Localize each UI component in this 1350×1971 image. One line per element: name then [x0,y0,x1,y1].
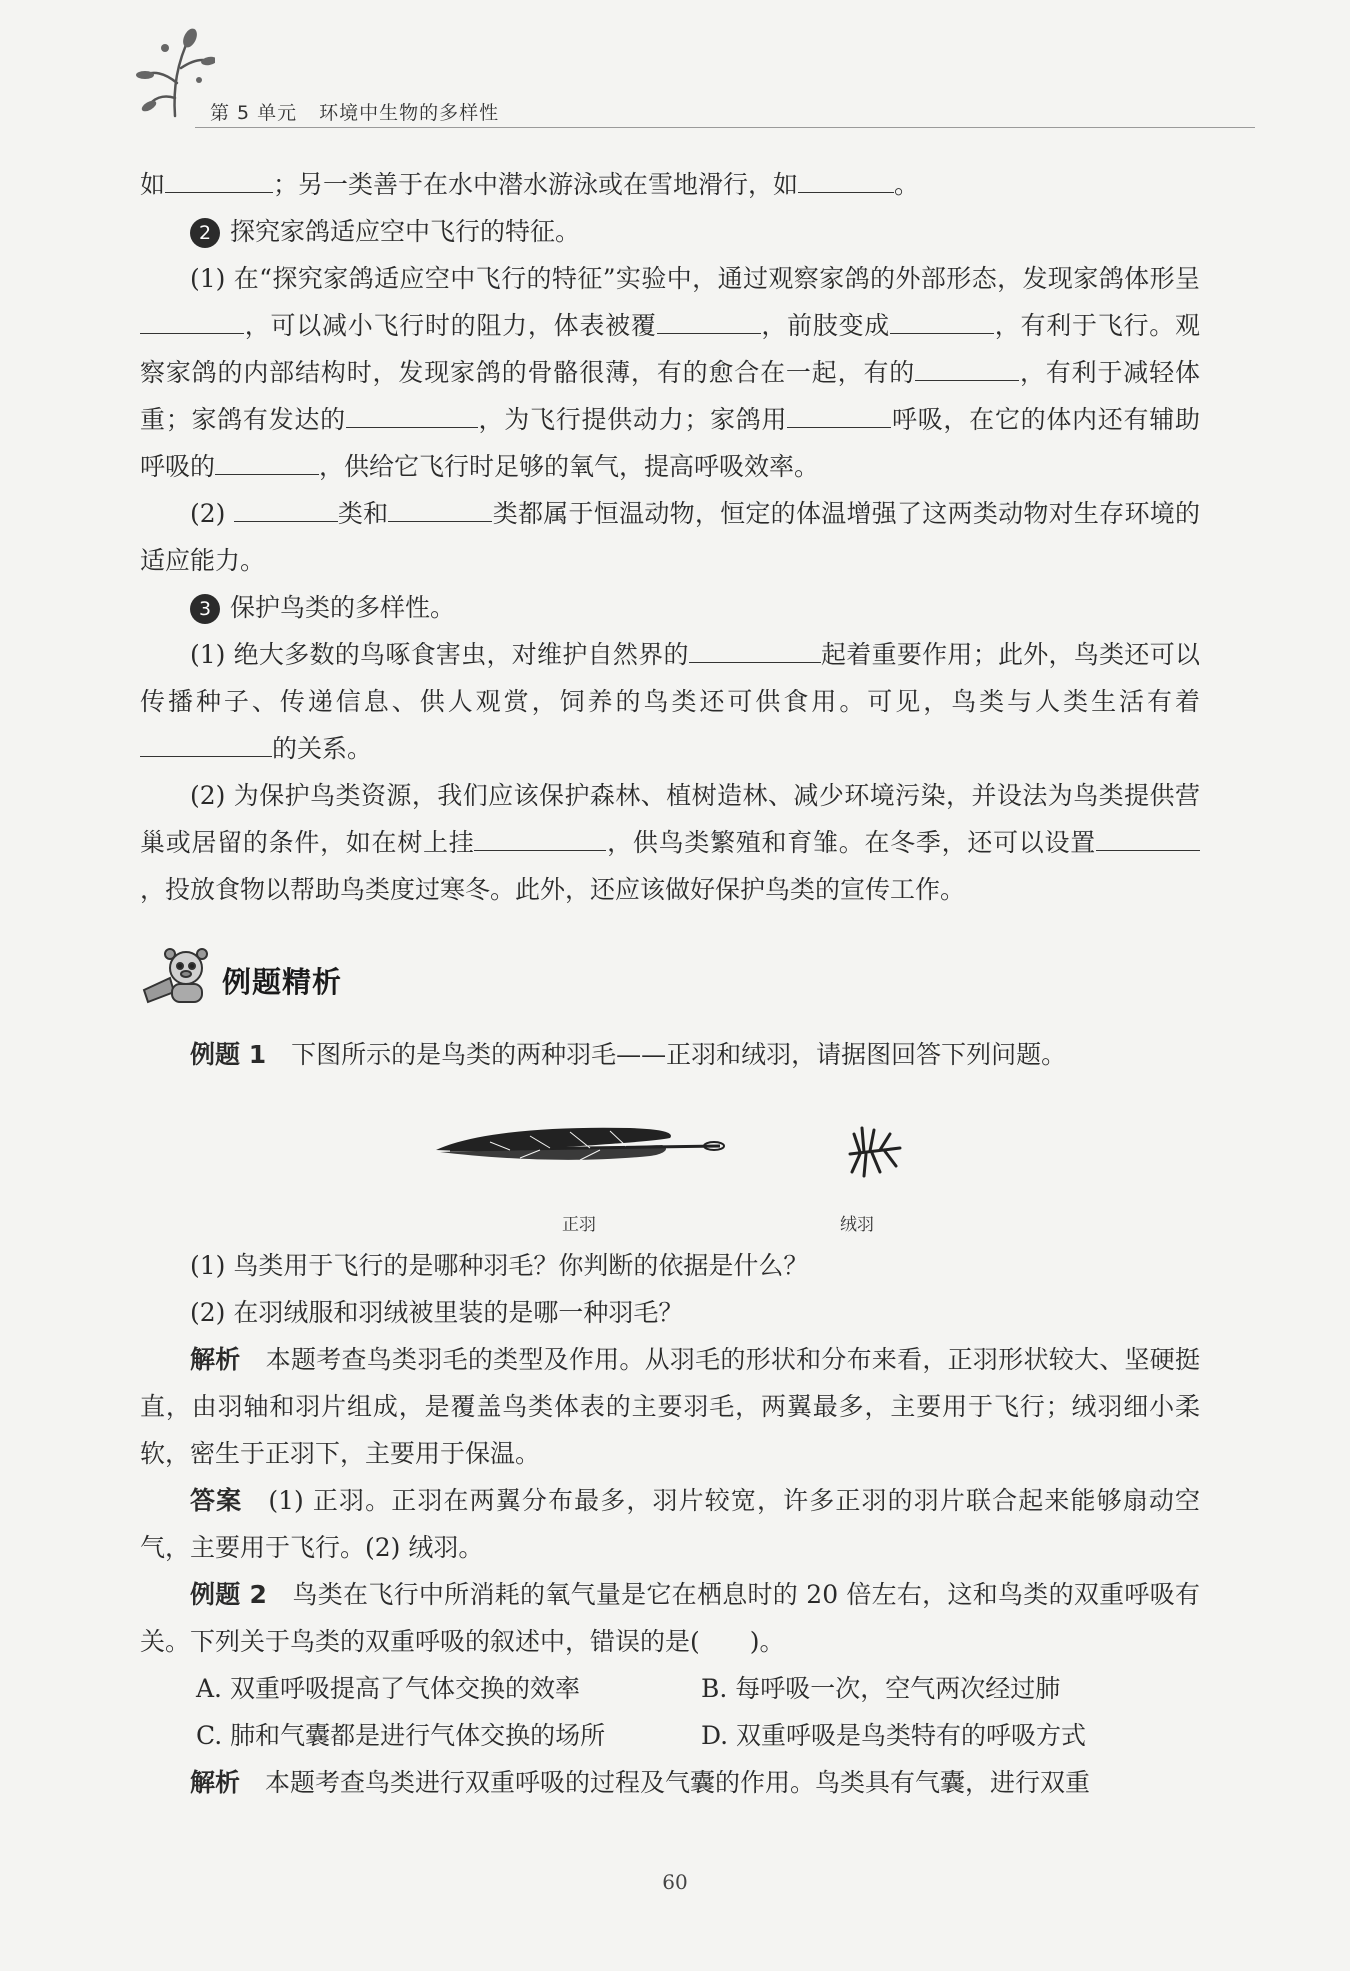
example-1-intro [140,1031,1200,1078]
option-b[interactable]: B. 每呼吸一次，空气两次经过肺 [701,1674,1061,1703]
blank[interactable] [657,307,761,334]
question-3-2: (2) 为保护鸟类资源，我们应该保护森林、植树造林、减少环境污染，并设法为鸟类提供营巢或居留的条件，如在树上挂 ，供鸟类繁殖和育雏。在冬季，还可以设置，投放食物以帮助鸟类度过寒冬。此外，还应该做好保护鸟类的宣传工作。 [140,781,1200,904]
analysis-label: 解析 [190,1768,241,1797]
answer-label: 答案 [190,1486,243,1515]
blank[interactable] [215,448,319,475]
example-2-question: 例题 2 鸟类在飞行中所消耗的氧气量是它在栖息时的 20 倍左右，这和鸟类的双重呼吸有关。下列关于鸟类的双重呼吸的叙述中，错误的是( )。 [140,1580,1200,1656]
line-continued: 如 ；另一类善于在水中潜水游泳或在雪地滑行，如 。 [140,161,1200,208]
blank[interactable] [787,401,891,428]
blank[interactable] [474,824,606,851]
blank[interactable] [915,354,1019,381]
blank[interactable] [1096,824,1200,851]
unit-label: 第 5 单元 [210,102,298,124]
item-heading-3: 3 保护鸟类的多样性。 [140,584,1200,631]
page-header [135,28,1255,128]
section-title [140,948,540,1018]
unit-title: 环境中生物的多样性 [319,102,500,124]
header-text [210,98,521,125]
option-a[interactable]: A. 双重呼吸提高了气体交换的效率 [196,1674,580,1703]
answer-1: 答案 (1) 正羽。正羽在两翼分布最多，羽片较宽，许多正羽的羽片联合起来能够扇动空气，主要用于飞行。(2) 绒羽。 [140,1486,1200,1562]
sub-question-1: (1) 鸟类用于飞行的是哪种羽毛？你判断的依据是什么？ [190,1251,809,1280]
question-3-1: (1) 绝大多数的鸟啄食害虫，对维护自然界的 起着重要作用；此外，鸟类还可以传播种子、传递信息、供人观赏，饲养的鸟类还可供食用。可见，鸟类与人类生活有着的关系。 [140,631,1200,772]
example-label: 例题 2 [190,1580,267,1609]
option-c[interactable]: C. 肺和气囊都是进行气体交换的场所 [196,1721,606,1750]
page-number: 60 [662,1870,688,1894]
blank[interactable] [234,495,338,522]
blank[interactable] [890,307,994,334]
number-badge: 2 [190,218,220,248]
blank[interactable] [140,730,272,757]
analysis-label: 解析 [190,1345,241,1374]
down-feather-icon [840,1114,910,1184]
blank[interactable] [346,401,478,428]
options-row-2 [140,1712,1200,1759]
blank[interactable] [689,636,821,663]
section-title-text: 例题精析 [222,965,343,999]
item-heading-2: 2 探究家鸽适应空中飞行的特征。 [140,208,1200,255]
blank[interactable] [388,495,492,522]
analysis-1: 解析 本题考查鸟类羽毛的类型及作用。从羽毛的形状和分布来看，正羽形状较大、坚硬挺直，由羽轴和羽片组成，是覆盖鸟类体表的主要羽毛，两翼最多，主要用于飞行；绒羽细小柔软，密生于正羽下，主要用于保温。 [140,1345,1200,1468]
question-2-2: (2) 类和 类都属于恒温动物，恒定的体温增强了这两类动物对生存环境的适应能力。 [140,490,1200,584]
options-row-1 [140,1665,1200,1712]
example-label: 例题 1 [190,1040,267,1069]
blank[interactable] [798,166,894,193]
option-d[interactable]: D. 双重呼吸是鸟类特有的呼吸方式 [701,1721,1087,1750]
mascot-icon [140,948,218,1014]
number-badge: 3 [190,594,220,624]
analysis-2: 解析 本题考查鸟类进行双重呼吸的过程及气囊的作用。鸟类具有气囊，进行双重 [190,1768,1091,1797]
figure-caption-left: 正羽 [562,1215,596,1235]
figure-caption-right: 绒羽 [840,1215,874,1235]
flower-ornament-icon [135,28,215,118]
feather-figure [430,1112,910,1242]
knowledge-section [140,161,1200,913]
blank[interactable] [165,166,273,193]
blank[interactable] [140,307,244,334]
example-1-question: 例题 1 下图所示的是鸟类的两种羽毛——正羽和绒羽，请据图回答下列问题。 [190,1040,1067,1069]
sub-question-2: (2) 在羽绒服和羽绒被里装的是哪一种羽毛？ [190,1298,684,1327]
header-rule [195,127,1255,128]
example-1-body [140,1242,1200,1806]
question-2-1: (1) 在“探究家鸽适应空中飞行的特征”实验中，通过观察家鸽的外部形态，发现家鸽体形呈，可以减小飞行时的阻力，体表被覆 ，前肢变成 ，有利于飞行。观察家鸽的内部结构时，发现家鸽的骨骼很薄，有的愈合在一起，有的 ，有利于减轻体重；家鸽有发达的 ，为飞行提供动力；家鸽用 呼吸，在它的体内还有辅助呼吸的 ，供给它飞行时足够的氧气，提高呼吸效率。 [140,264,1200,481]
contour-feather-icon [430,1112,730,1182]
